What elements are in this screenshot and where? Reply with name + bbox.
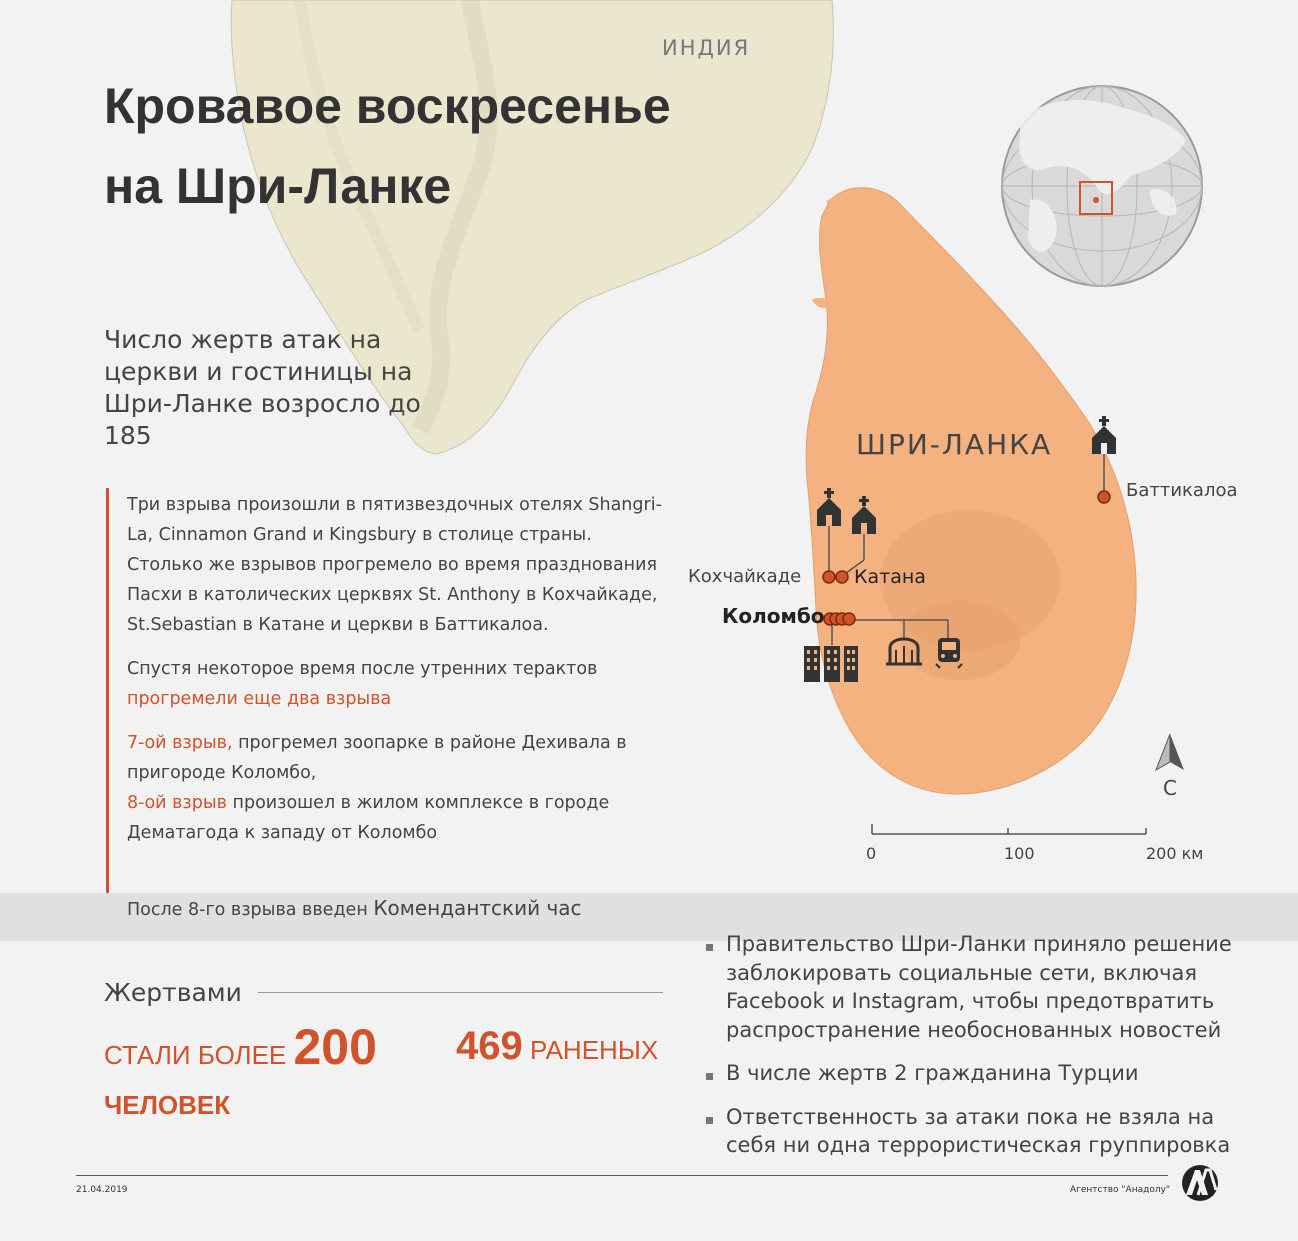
list-item-text: Правительство Шри-Ланки приняло решение заблокировать социальные сети, включая Facebook и Instagram, чтобы предотвратить распространение необоснованных новостей — [726, 932, 1232, 1042]
title-line-1: Кровавое воскресенье — [104, 78, 671, 134]
description-block — [106, 488, 669, 928]
scale-label-zero: 0 — [866, 844, 877, 863]
page-title — [104, 66, 804, 226]
dead-suffix: ЧЕЛОВЕК — [104, 1090, 231, 1120]
hotels-icon — [804, 646, 858, 682]
list-item-text: В числе жертв 2 гражданина Турции — [726, 1061, 1139, 1085]
two-more-text: Спустя некоторое время после утренних терактов — [127, 659, 598, 679]
blast-marker-colombo — [843, 613, 855, 625]
injured-stat — [456, 1024, 658, 1069]
locator-globe — [1002, 86, 1202, 286]
victims-divider — [258, 992, 663, 993]
city-label-colombo: Коломбо — [722, 604, 825, 628]
blast-marker-katana — [836, 571, 848, 583]
north-label: С — [1163, 776, 1177, 800]
north-arrow-icon — [1156, 734, 1184, 770]
blast-8-label: 8-ой взрыв — [127, 793, 227, 813]
scale-label-mid: 100 — [1004, 844, 1035, 863]
scale-bar — [872, 824, 1146, 834]
victims-label: Жертвами — [104, 978, 242, 1007]
subtitle: Число жертв атак на церкви и гостиницы на Шри-Ланке возросло до 185 — [104, 325, 421, 450]
bullet-icon — [706, 1059, 726, 1088]
church-icon — [1092, 416, 1116, 454]
two-more-highlight: прогремели еще два взрыва — [127, 689, 392, 709]
footer-date: 21.04.2019 — [76, 1185, 128, 1195]
blast-7-text: прогремел зоопарке в районе Дехивала в пригороде Коломбо, — [127, 733, 627, 783]
bullet-icon — [706, 930, 726, 1044]
injured-word: РАНЕНЫХ — [522, 1035, 659, 1065]
city-label-katana: Катана — [854, 566, 926, 588]
list-item — [706, 1059, 1266, 1088]
list-item — [706, 1103, 1266, 1160]
title-line-2: на Шри-Ланке — [104, 158, 452, 214]
bullet-icon — [706, 1103, 726, 1160]
paragraph-blasts-7-8 — [109, 728, 669, 848]
facts-list — [706, 930, 1266, 1175]
list-item — [706, 930, 1266, 1044]
dead-stat — [104, 1018, 377, 1076]
list-item-text: Ответственность за атаки пока не взяла на себя ни одна террористическая группировка — [726, 1104, 1231, 1157]
scale-label-end: 200 км — [1146, 844, 1204, 863]
footer-divider — [76, 1175, 1168, 1176]
paragraph-hotels-churches: Три взрыва произошли в пятизвездочных отелях Shangri-La, Cinnamon Grand и Kingsbury в столице страны. Столько же взрывов прогремело во время празднования Пасхи в католических церквях St. Anthony в Кохчайкаде, St.Sebastian в Катане и церкви в Баттикалоа. — [127, 495, 662, 635]
injured-number: 469 — [456, 1024, 523, 1068]
curfew-note — [127, 895, 582, 923]
country-label: ШРИ-ЛАНКА — [856, 428, 1053, 461]
dead-number: 200 — [293, 1019, 377, 1075]
city-label-batticaloa: Баттикалоа — [1126, 480, 1238, 501]
city-label-kochchikade: Кохчайкаде — [688, 566, 802, 587]
curfew-highlight: Комендантский час — [373, 896, 582, 920]
blast-7-label: 7-ой взрыв, — [127, 733, 233, 753]
blast-8-text: произошел в жилом комплексе в городе Дематагода к западу от Коломбо — [127, 793, 610, 843]
blast-marker-kochchikade — [823, 571, 835, 583]
island-highlands-2 — [900, 600, 1020, 680]
blast-marker-batticaloa — [1098, 491, 1110, 503]
paragraph-two-more — [109, 654, 669, 714]
footer-agency: Агентство "Анадолу" — [1070, 1185, 1171, 1195]
dead-prefix: СТАЛИ БОЛЕЕ — [104, 1040, 294, 1070]
india-label: ИНДИЯ — [662, 36, 751, 60]
curfew-text: После 8-го взрыва введен — [127, 900, 374, 920]
